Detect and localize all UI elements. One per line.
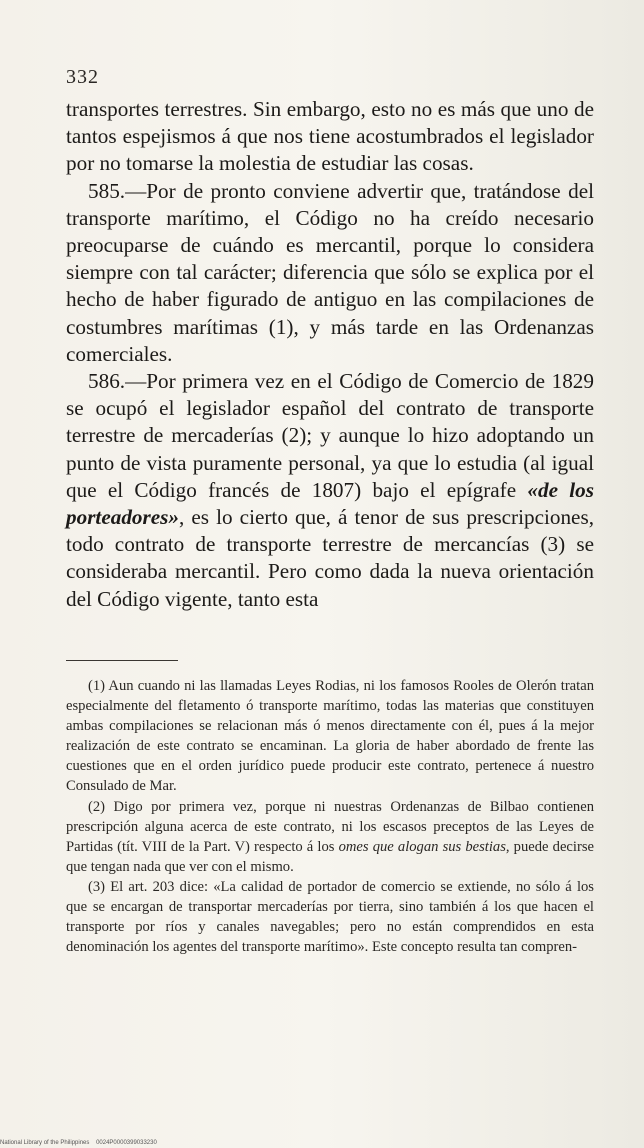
paragraph-586 [66,368,594,613]
footnote-2-italic-phrase: omes que alogan sus bestias [338,838,506,855]
footnote-2-text-start: (2) Digo por primera vez, porque ni nuestras Ordenanzas de Bilbao contienen prescripción alguna acerca de este contrato, ni los escasos preceptos de las Leyes de Partidas (tít. VIII de la Part. V) respecto á los [66,798,594,855]
scan-footer [0,1140,157,1146]
paragraph-586-text-start: 586.—Por primera vez en el Código de Comercio de 1829 se ocupó el legislador español del contrato de transporte terrestre de mercaderías (2); y aunque lo hizo adoptando un punto de vista puramente personal, ya que lo estudia (al igual que el Código francés de 1807) bajo el epígrafe [66,369,594,502]
body-text [66,96,594,613]
footnote-2 [66,797,594,877]
footnote-divider [66,660,178,661]
footnotes [66,676,594,957]
library-name: National Library of the Philippines [0,1140,90,1146]
paragraph-586-text-end: , es lo cierto que, á tenor de sus prescripciones, todo contrato de transporte terrestre de mercancías (3) se consideraba mercantil. Pero como dada la nueva orientación del Código vigente, tanto esta [66,505,594,611]
footnote-3: (3) El art. 203 dice: «La calidad de portador de comercio se extiende, no sólo á los que se encargan de transportar mercaderías por tierra, sino también á los que hacen el transporte por ríos y canales navegables; pero no están comprendidos en esta denominación los agentes del transporte marítimo». Este concepto resulta tan compren- [66,878,594,956]
epigraph-title: «de los porteadores» [66,477,594,530]
page-number: 332 [66,66,99,88]
footnote-2-text-end: , puede decirse que tengan nada que ver con el mismo. [66,838,594,875]
footnote-1: (1) Aun cuando ni las llamadas Leyes Rodias, ni los famosos Rooles de Olerón tratan especialmente del fletamento ó transporte marítimo, todas las materias que constituyen ambas compilaciones se relacionan más ó menos directamente con él, pues á la mejor realización de este contrato se encaminan. La gloria de haber abordado de frente las cuestiones que en el orden jurídico puede producir este contrato, pertenece á nuestro Consulado de Mar. [66,678,594,795]
paragraph-585: 585.—Por de pronto conviene advertir que, tratándose del transporte marítimo, el Código no ha creído necesario preocuparse de cuándo es mercantil, porque lo considera siempre con tal carácter; diferencia que sólo se explica por el hecho de haber figurado de antiguo en las compilaciones de costumbres marítimas (1), y más tarde en las Ordenanzas comerciales. [66,178,594,366]
paragraph-continuation: transportes terrestres. Sin embargo, esto no es más que uno de tantos espejismos á que nos tiene acostumbrados el legislador por no tomarse la molestia de estudiar las cosas. [66,97,594,176]
scan-identifier: 0024P0000399033230 [96,1140,157,1146]
